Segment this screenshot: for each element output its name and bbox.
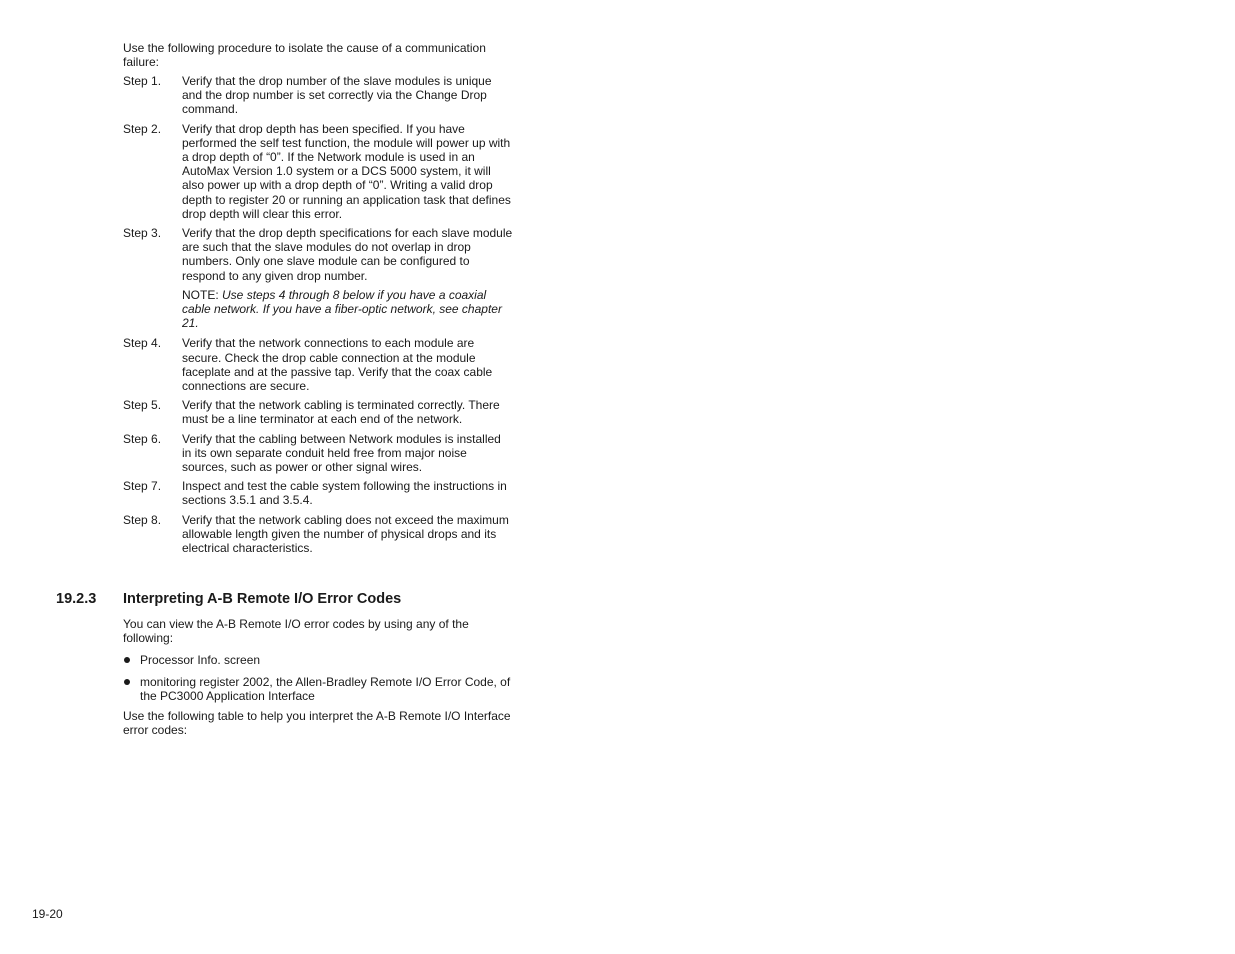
section-number: 19.2.3	[56, 591, 97, 607]
step-3	[123, 226, 513, 283]
section-title: Interpreting A-B Remote I/O Error Codes	[123, 591, 402, 607]
note-prefix: NOTE:	[182, 287, 223, 302]
step-1	[123, 74, 513, 117]
step-text: Verify that the drop number of the slave modules is unique and the drop number is set correctly via the Change Drop command.	[182, 74, 492, 117]
list-item	[123, 653, 513, 667]
step-text: Verify that the network cabling does not exceed the maximum allowable length given the number of physical drops and its electrical characteristics.	[182, 512, 509, 556]
step-6	[123, 432, 513, 475]
step-text: Verify that the network connections to each module are secure. Check the drop cable connection at the module faceplate and at the passive tap. Verify that the coax cable connections are secure.	[182, 336, 493, 394]
step-text: Verify that the drop depth specifications for each slave module are such that the slave modules do not overlap in drop numbers. Only one slave module can be configured to respond to any given drop number.	[182, 226, 513, 283]
step-label: Step 1.	[123, 74, 162, 88]
bullet-icon	[123, 675, 140, 703]
bullet-icon	[123, 653, 140, 667]
step-label: Step 5.	[123, 398, 162, 413]
step-label: Step 8.	[123, 512, 162, 527]
step-2	[123, 122, 513, 221]
section-paragraph-2: Use the following table to help you interpret the A-B Remote I/O Interface error codes:	[123, 709, 511, 738]
intro-paragraph: Use the following procedure to isolate the cause of a communication failure:	[123, 41, 486, 70]
list-item	[123, 675, 513, 703]
bullet-list	[123, 653, 513, 712]
section-heading	[56, 591, 401, 607]
step-label: Step 6.	[123, 431, 162, 446]
step-5	[123, 398, 513, 426]
step-7	[123, 479, 513, 507]
step-label: Step 7.	[123, 479, 162, 494]
step-text: Verify that the network cabling is terminated correctly. There must be a line terminator at each end of the network.	[182, 398, 500, 427]
step-4	[123, 336, 513, 393]
step-text: Verify that drop depth has been specified. If you have performed the self test function, the module will power up with a drop depth of “0”. If the Network module is used in an AutoMax Version 1.0 system or a DCS 5000 system, it will also power up with a drop depth of “0”. Writing a valid drop depth to register 20 or running an application task that defines drop depth will clear this error.	[182, 121, 511, 221]
procedure-steps	[123, 74, 513, 560]
step-label: Step 4.	[123, 336, 162, 351]
bullet-text: Processor Info. screen	[140, 653, 261, 667]
note-text: Use steps 4 through 8 below if you have a coaxial cable network. If you have a fiber-optic network, see chapter 21.	[182, 287, 502, 331]
step-8	[123, 513, 513, 556]
bullet-text: monitoring register 2002, the Allen-Bradley Remote I/O Error Code, of the PC3000 Application Interface	[140, 675, 511, 704]
page-number: 19-20	[32, 907, 63, 921]
step-label: Step 2.	[123, 121, 162, 136]
section-paragraph-1: You can view the A-B Remote I/O error codes by using any of the following:	[123, 617, 469, 646]
step-text: Verify that the cabling between Network modules is installed in its own separate conduit held free from major noise sources, such as power or other signal wires.	[182, 431, 501, 475]
step-text: Inspect and test the cable system following the instructions in sections 3.5.1 and 3.5.4.	[182, 479, 507, 508]
note	[182, 288, 513, 331]
step-label: Step 3.	[123, 226, 162, 241]
